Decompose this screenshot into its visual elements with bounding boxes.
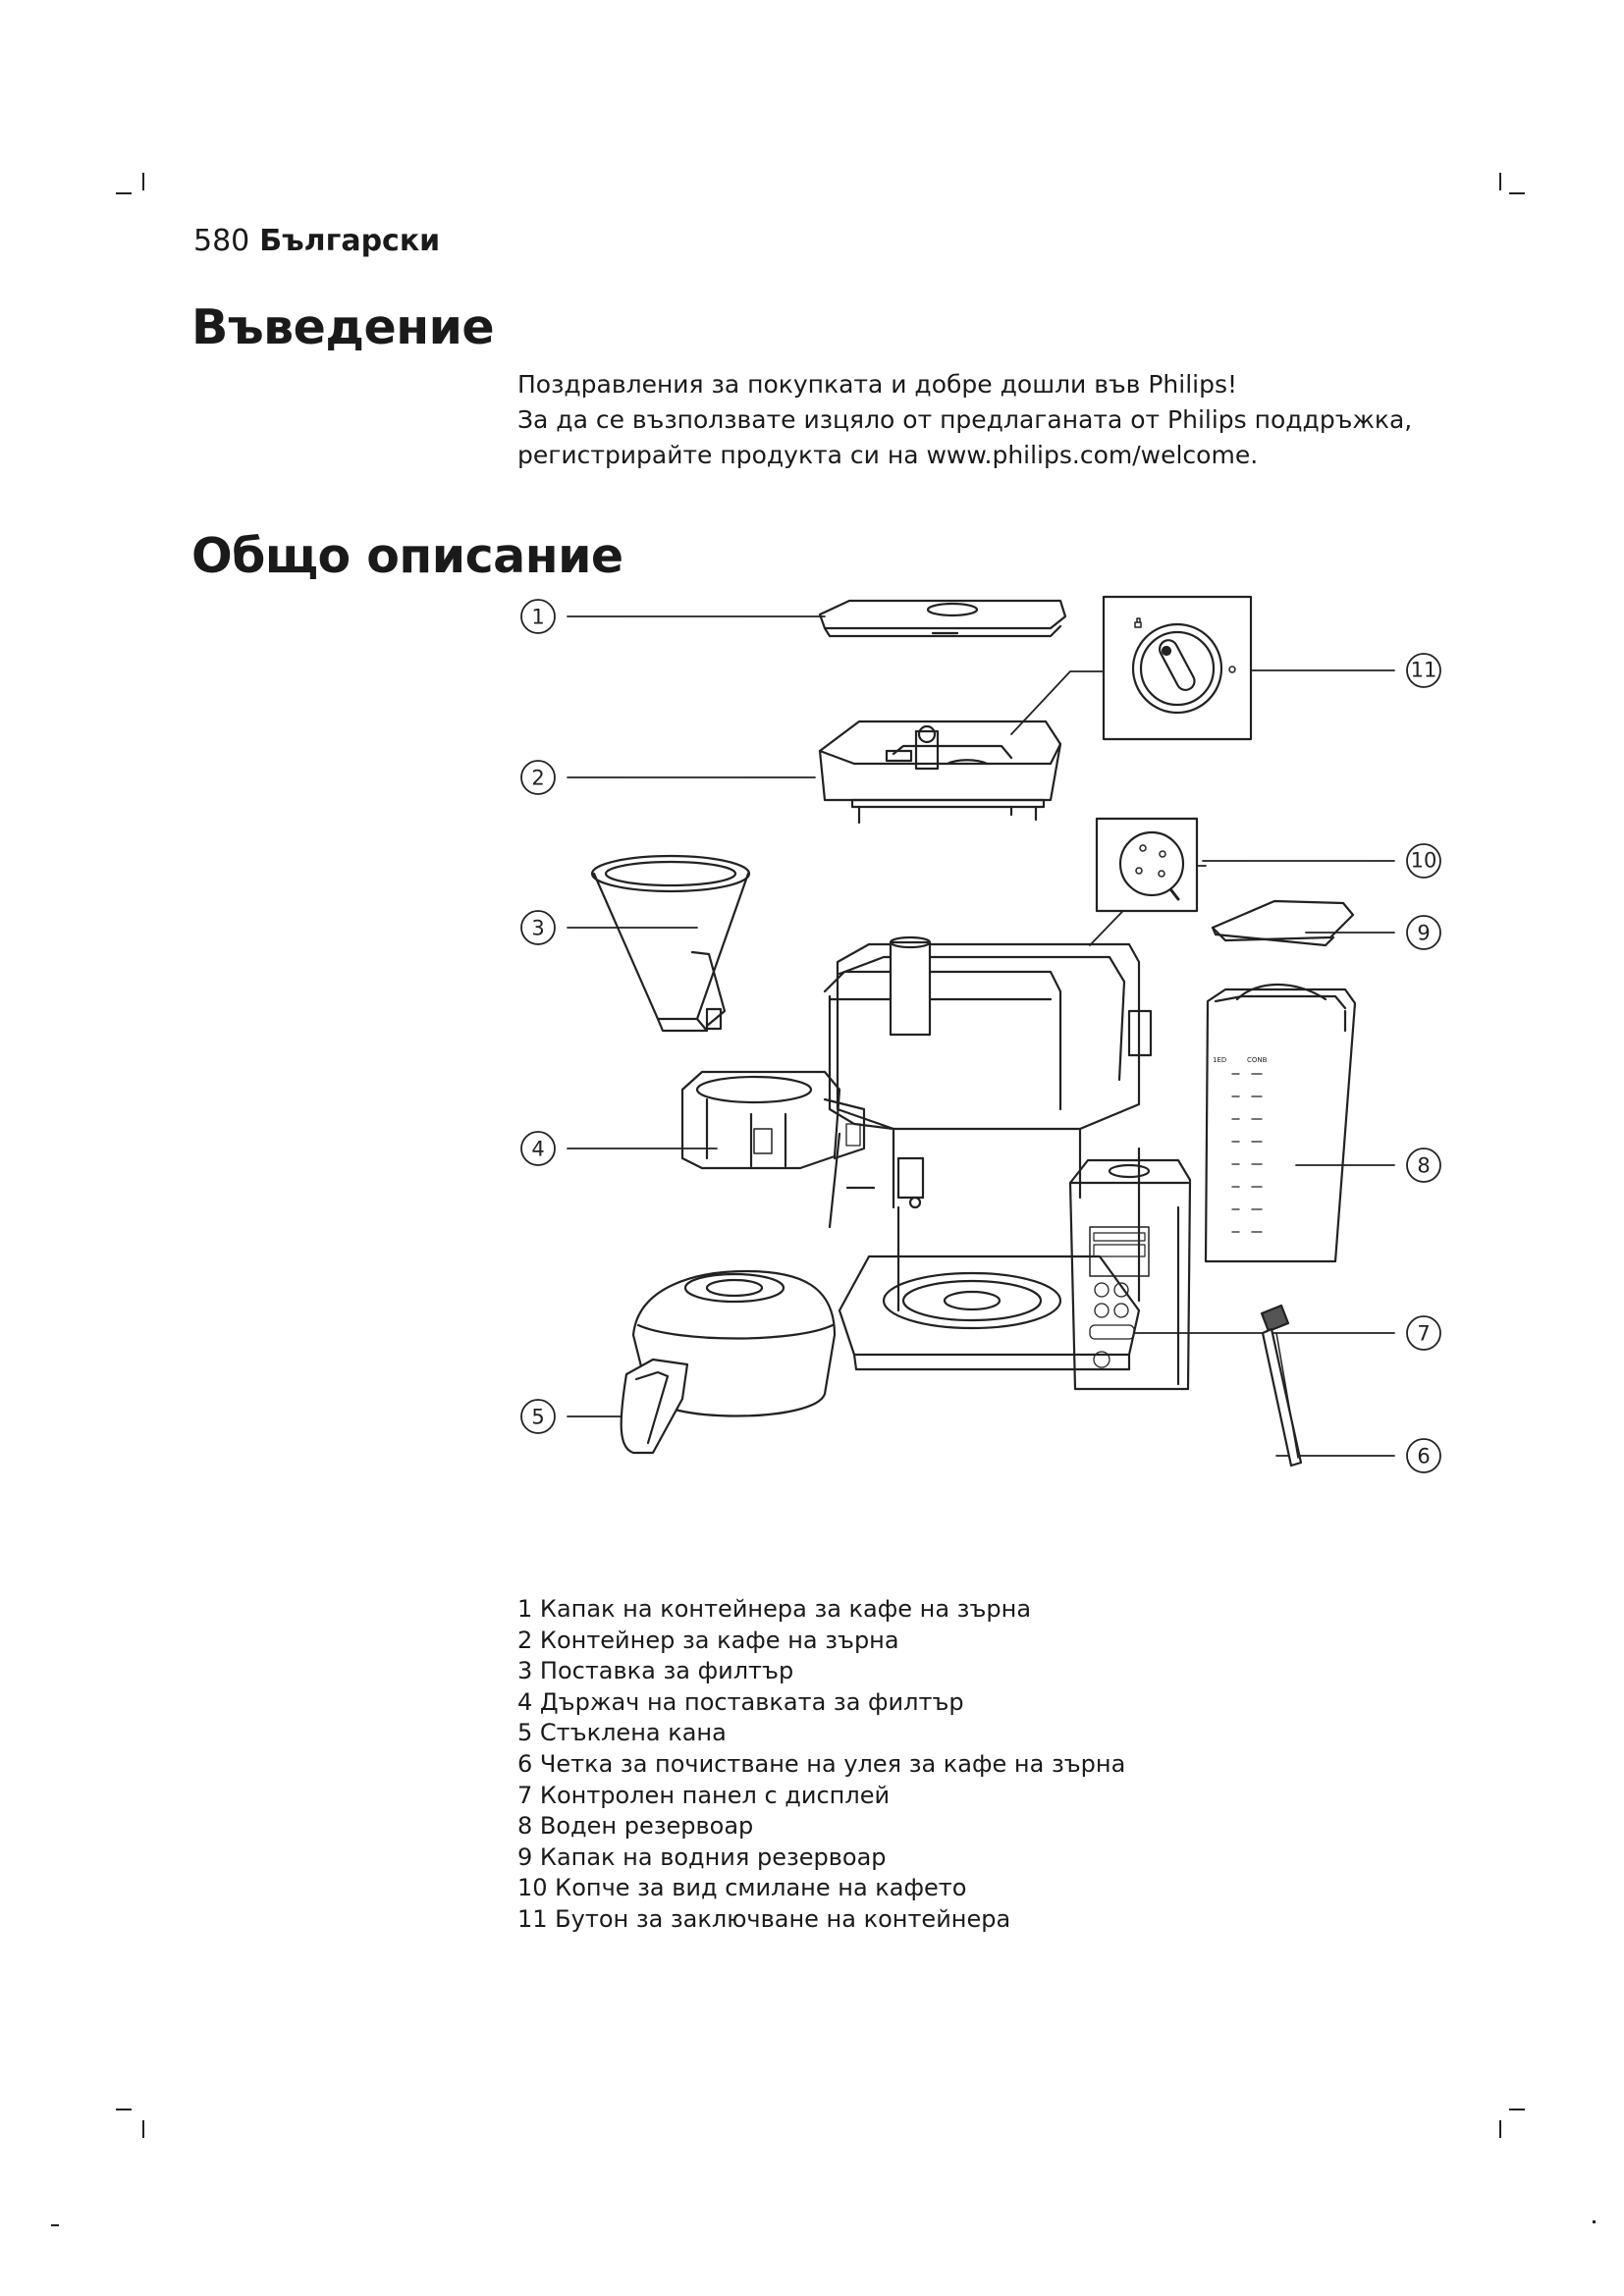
- list-item: 1 Капак на контейнера за кафе на зърна: [517, 1595, 1032, 1623]
- crop-mark: [51, 2224, 59, 2226]
- bean-container: [820, 721, 1060, 823]
- callout-11: [1407, 654, 1440, 687]
- svg-text:1: 1: [531, 605, 545, 629]
- svg-text:10: 10: [1410, 848, 1437, 873]
- cleaning-brush: [1262, 1306, 1301, 1466]
- callout-4: [521, 1132, 555, 1165]
- water-tank-lid: [1213, 901, 1353, 945]
- crop-mark: [1509, 2109, 1525, 2110]
- callout-8: [1407, 1148, 1440, 1182]
- list-item: 3 Поставка за филтър: [517, 1657, 794, 1685]
- crop-mark: [116, 192, 132, 194]
- crop-mark: [1499, 173, 1501, 190]
- overview-title: Общо описание: [191, 528, 623, 584]
- callout-2: [521, 761, 555, 794]
- page-header: [193, 224, 440, 258]
- crop-mark: [142, 173, 144, 190]
- svg-text:7: 7: [1417, 1321, 1431, 1346]
- crop-mark: [1509, 192, 1525, 194]
- callout-9: [1407, 916, 1440, 949]
- svg-text:11: 11: [1410, 658, 1437, 682]
- crop-mark: [1499, 2120, 1501, 2138]
- svg-text:5: 5: [531, 1405, 545, 1429]
- crop-mark: [142, 2120, 144, 2138]
- list-item: 10 Копче за вид смилане на кафето: [517, 1874, 967, 1902]
- list-item: 11 Бутон за заключване на контейнера: [517, 1904, 1011, 1933]
- svg-text:1ED: 1ED: [1213, 1056, 1227, 1064]
- bean-container-lid: [820, 601, 1065, 636]
- crop-mark: [116, 2109, 132, 2110]
- list-item: 4 Държач на поставката за филтър: [517, 1687, 964, 1716]
- intro-paragraph: За да се възползвате изцяло от предлаганата от Philips поддръжка,: [517, 405, 1413, 434]
- svg-text:9: 9: [1417, 921, 1431, 945]
- parts-list: [517, 1594, 1125, 1936]
- language-label: Български: [259, 224, 441, 258]
- svg-text:CONB: CONB: [1247, 1056, 1268, 1064]
- filter-basket: [592, 856, 749, 1031]
- product-diagram: [501, 579, 1473, 1561]
- list-item: 5 Стъклена кана: [517, 1719, 727, 1747]
- callout-10: [1407, 844, 1440, 878]
- introduction-text: [517, 367, 1499, 473]
- callout-6: [1407, 1439, 1440, 1472]
- list-item: 6 Четка за почистване на улея за кафе на зърна: [517, 1749, 1126, 1778]
- svg-text:3: 3: [531, 916, 545, 940]
- grind-selector-inset: [1097, 819, 1197, 911]
- svg-text:2: 2: [531, 766, 545, 790]
- callout-3: [521, 911, 555, 944]
- list-item: 2 Контейнер за кафе на зърна: [517, 1626, 899, 1654]
- crop-mark: [1593, 2220, 1596, 2223]
- lock-button-inset: [1104, 597, 1251, 739]
- list-item: 7 Контролен панел с дисплей: [517, 1781, 891, 1809]
- callout-7: [1407, 1316, 1440, 1350]
- intro-paragraph: Поздравления за покупката и добре дошли във Philips!: [517, 370, 1237, 399]
- page-number: 580: [193, 224, 250, 258]
- introduction-title: Въведение: [191, 299, 495, 355]
- svg-text:4: 4: [531, 1137, 545, 1161]
- svg-text:8: 8: [1417, 1153, 1431, 1178]
- callout-1: [521, 600, 555, 633]
- coffee-maker-body: [825, 937, 1151, 1369]
- list-item: 9 Капак на водния резервоар: [517, 1842, 887, 1871]
- list-item: 8 Воден резервоар: [517, 1812, 754, 1841]
- svg-text:6: 6: [1417, 1444, 1431, 1468]
- intro-paragraph: регистрирайте продукта си на www.philips.com/welcome.: [517, 441, 1259, 469]
- callout-5: [521, 1400, 555, 1433]
- glass-carafe: [622, 1271, 835, 1453]
- water-tank: [1206, 985, 1355, 1261]
